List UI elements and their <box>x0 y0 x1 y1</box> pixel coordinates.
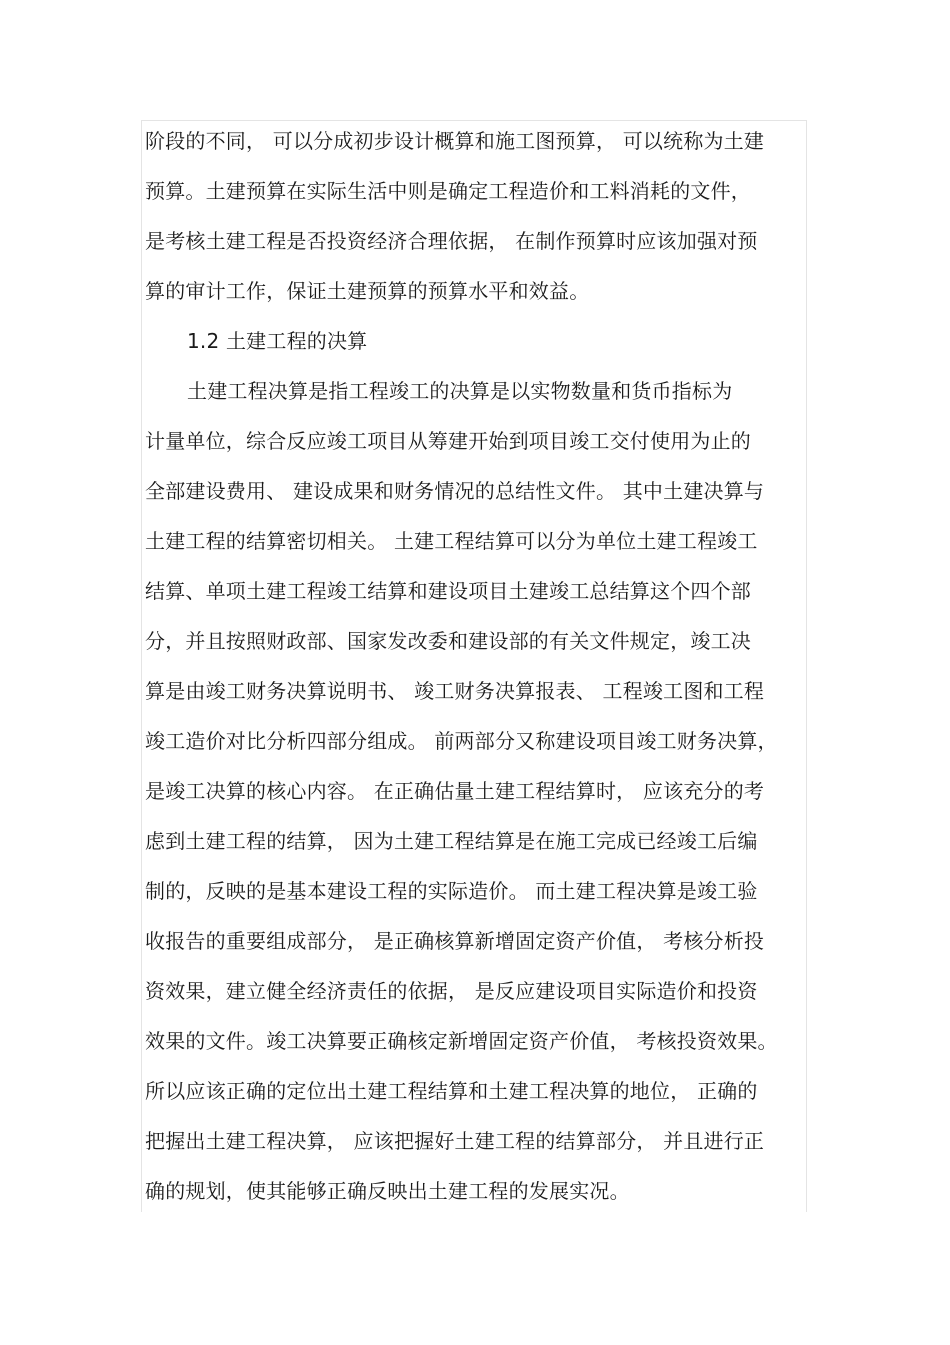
body-line-13: 资效果，建立健全经济责任的依据， 是反应建设项目实际造价和投资 <box>145 979 758 1003</box>
body-line-14: 效果的文件。竣工决算要正确核定新增固定资产价值， 考核投资效果。 <box>145 1029 778 1053</box>
body-line-5: 结算、单项土建工程竣工结算和建设项目土建竣工总结算这个四个部 <box>145 579 751 603</box>
intro-line-3: 是考核土建工程是否投资经济合理依据， 在制作预算时应该加强对预 <box>145 229 758 253</box>
body-line-16: 把握出土建工程决算， 应该把握好土建工程的结算部分， 并且进行正 <box>145 1129 765 1153</box>
body-line-2: 计量单位，综合反应竣工项目从筹建开始到项目竣工交付使用为止的 <box>145 429 751 453</box>
body-line-10: 虑到土建工程的结算， 因为土建工程结算是在施工完成已经竣工后编 <box>145 829 758 853</box>
body-line-11: 制的，反映的是基本建设工程的实际造价。 而土建工程决算是竣工验 <box>145 879 758 903</box>
body-line-17: 确的规划，使其能够正确反映出土建工程的发展实况。 <box>145 1179 630 1203</box>
body-line-7: 算是由竣工财务决算说明书、 竣工财务决算报表、 工程竣工图和工程 <box>145 679 765 703</box>
body-line-1: 土建工程决算是指工程竣工的决算是以实物数量和货币指标为 <box>187 379 733 403</box>
intro-line-1: 阶段的不同， 可以分成初步设计概算和施工图预算， 可以统称为土建 <box>145 129 765 153</box>
section-heading: 1.2 土建工程的决算 <box>187 329 368 353</box>
body-line-6: 分，并且按照财政部、国家发改委和建设部的有关文件规定，竣工决 <box>145 629 751 653</box>
intro-line-4: 算的审计工作，保证土建预算的预算水平和效益。 <box>145 279 590 303</box>
body-line-3: 全部建设费用、 建设成果和财务情况的总结性文件。 其中土建决算与 <box>145 479 765 503</box>
intro-line-2: 预算。土建预算在实际生活中则是确定工程造价和工料消耗的文件， <box>145 179 751 203</box>
body-line-8: 竣工造价对比分析四部分组成。 前两部分又称建设项目竣工财务决算， <box>145 729 778 753</box>
body-line-9: 是竣工决算的核心内容。 在正确估量土建工程结算时， 应该充分的考 <box>145 779 765 803</box>
body-line-12: 收报告的重要组成部分， 是正确核算新增固定资产价值， 考核分析投 <box>145 929 765 953</box>
body-line-4: 土建工程的结算密切相关。 土建工程结算可以分为单位土建工程竣工 <box>145 529 758 553</box>
body-line-15: 所以应该正确的定位出土建工程结算和土建工程决算的地位， 正确的 <box>145 1079 758 1103</box>
